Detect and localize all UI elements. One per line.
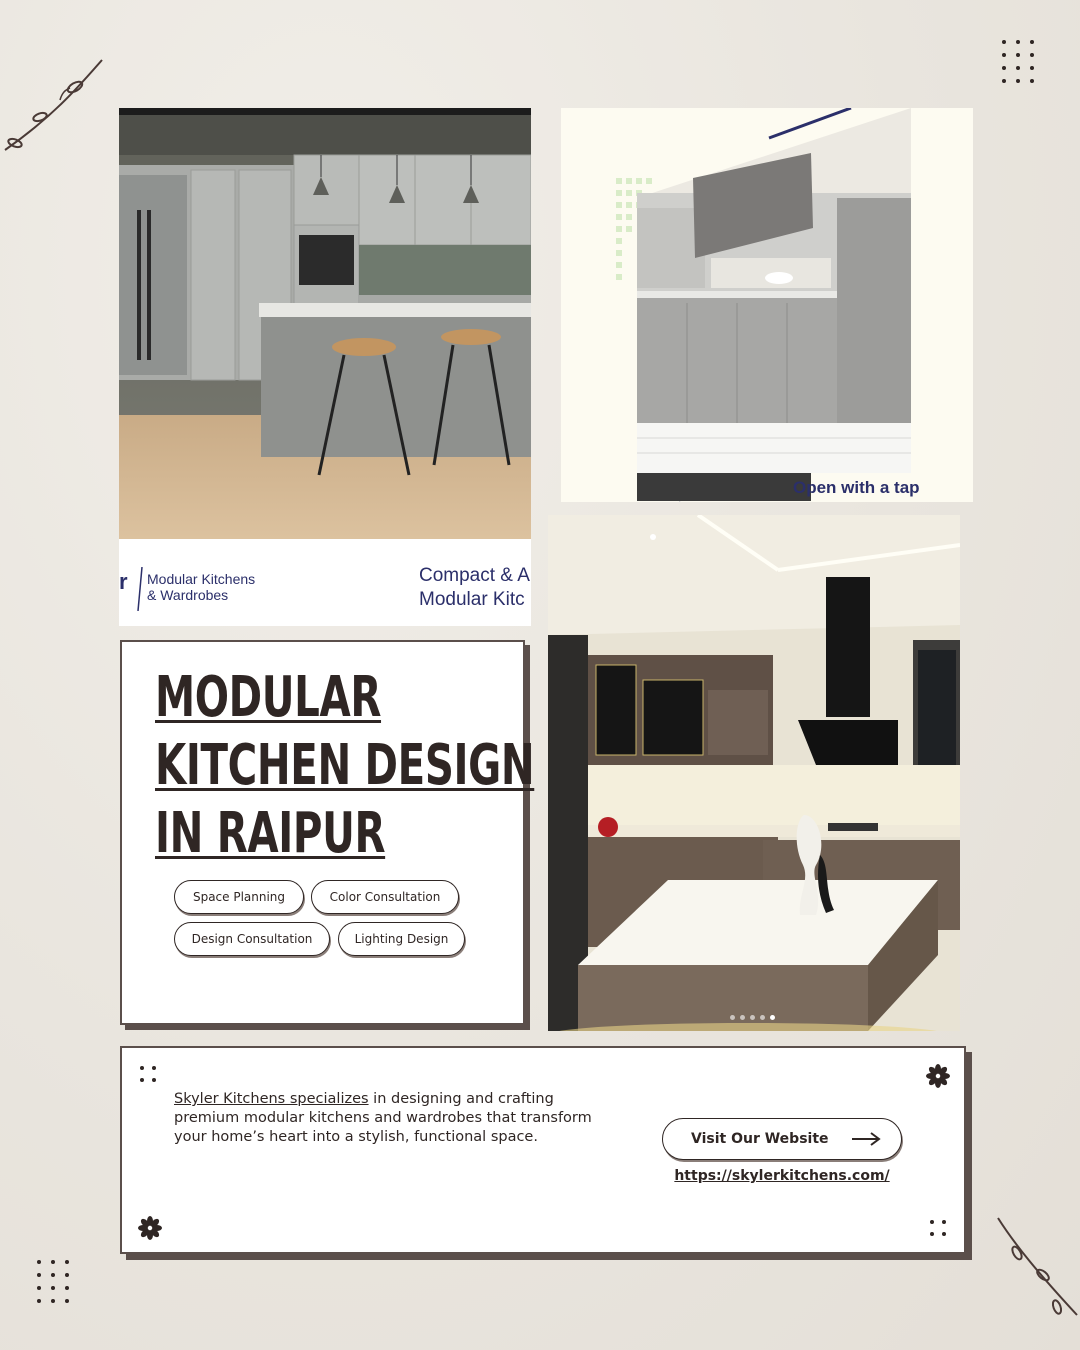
carousel-indicator[interactable]	[730, 1015, 775, 1020]
carousel-dot[interactable]	[750, 1015, 755, 1020]
visit-website-label: Visit Our Website	[691, 1131, 829, 1147]
branch-decoration-bottom-right	[995, 1215, 1080, 1325]
dot-grid-bottom-left	[37, 1260, 69, 1303]
tag-design-consultation[interactable]: Design Consultation	[174, 922, 330, 956]
kitchen-photo-lift-up-cabinet	[561, 108, 973, 502]
title-line-1: MODULAR	[155, 665, 382, 730]
asterisk-flower-icon	[926, 1064, 950, 1088]
asterisk-flower-icon	[138, 1216, 162, 1240]
open-with-tap-caption: Open with a tap	[793, 478, 920, 497]
dot-grid-top-right	[1002, 40, 1034, 83]
grey-kitchen-illustration	[119, 115, 531, 539]
tag-color-consultation[interactable]: Color Consultation	[311, 880, 459, 914]
title-line-2: KITCHEN DESIGN	[155, 733, 535, 798]
brand-line-1: Modular Kitchens	[147, 571, 256, 587]
brand-logo-fragment: r	[119, 569, 128, 594]
tag-space-planning[interactable]: Space Planning	[174, 880, 304, 914]
info-card	[120, 1046, 966, 1254]
branch-decoration-top-left	[0, 55, 110, 165]
kitchen-photo-grey-island	[119, 108, 531, 626]
carousel-dot[interactable]	[730, 1015, 735, 1020]
website-url-link[interactable]: https://skylerkitchens.com/	[674, 1168, 890, 1184]
brand-ad-strip	[119, 539, 531, 626]
carousel-dot[interactable]	[760, 1015, 765, 1020]
carousel-dot-active[interactable]	[770, 1015, 775, 1020]
four-dots-icon	[930, 1220, 946, 1236]
tag-lighting-design[interactable]: Lighting Design	[338, 922, 465, 956]
company-description-rest: in designing and crafting premium modular kitchens and wardrobes that transform your home’s heart into a stylish, functional space.	[174, 1091, 592, 1145]
modern-kitchen-illustration	[548, 515, 960, 1031]
page-title	[155, 664, 534, 868]
arrow-right-icon	[851, 1131, 881, 1147]
title-card	[120, 640, 535, 1025]
brand-line-2: & Wardrobes	[147, 587, 229, 603]
tagline-line-1: Compact & A	[419, 565, 530, 586]
four-dots-icon	[140, 1066, 156, 1082]
title-line-3: IN RAIPUR	[155, 801, 386, 866]
carousel-dot[interactable]	[740, 1015, 745, 1020]
tagline-line-2: Modular Kitc	[419, 589, 525, 610]
company-name-link[interactable]: Skyler Kitchens specializes	[174, 1091, 369, 1107]
logo-divider	[137, 567, 143, 611]
kitchen-photo-modern-island	[548, 515, 960, 1031]
lift-up-cabinet-illustration	[561, 108, 973, 502]
company-description	[174, 1090, 604, 1147]
visit-website-button[interactable]	[662, 1118, 902, 1160]
